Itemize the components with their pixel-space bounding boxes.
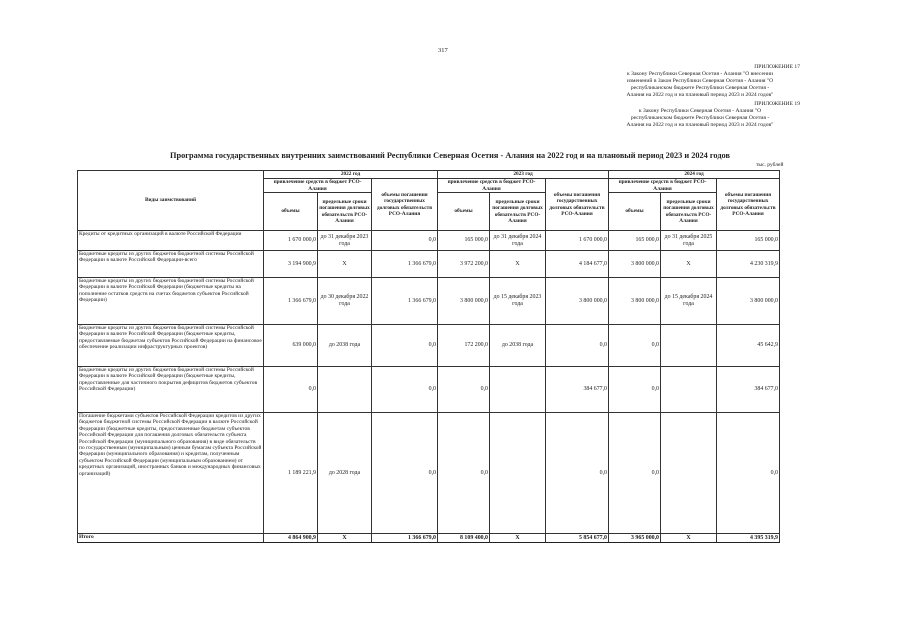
cell-2022-repay: 1 366 679,0 xyxy=(372,251,438,278)
cell-2023-volume: 0,0 xyxy=(438,367,490,413)
table-row xyxy=(78,251,780,278)
repay-header: объемы погашения государственных долговых обязательств РСО-Алания xyxy=(546,179,609,231)
cell-2023-volume: 3 972 200,0 xyxy=(438,251,490,278)
cell-2024-term: до 15 декабря 2024 года xyxy=(661,278,717,325)
total-2024-term: X xyxy=(661,534,717,543)
cell-2023-term: до 15 декабря 2023 года xyxy=(490,278,546,325)
cell-2022-volume: 3 194 900,9 xyxy=(264,251,318,278)
table-row xyxy=(78,413,780,534)
table-row xyxy=(78,367,780,413)
cell-2024-volume: 3 800 000,0 xyxy=(609,251,661,278)
attract-header: привлечение средств в бюджет РСО-Алания xyxy=(609,179,717,193)
cell-2022-term: до 2038 года xyxy=(318,325,372,367)
volumes-header: объемы xyxy=(438,193,490,231)
cell-2022-volume: 1 189 221,9 xyxy=(264,413,318,534)
appendix-17-line: республиканском бюджете Республики Северная Осетия - xyxy=(630,84,770,91)
cell-2023-term xyxy=(490,367,546,413)
year-header-2023: 2023 год xyxy=(438,171,609,179)
cell-2024-term xyxy=(661,367,717,413)
appendix-17-heading: ПРИЛОЖЕНИЕ 17 xyxy=(754,64,800,70)
terms-header: предельные сроки погашения долговых обязательств РСО-Алания xyxy=(661,193,717,231)
cell-2022-repay: 0,0 xyxy=(372,325,438,367)
cell-2024-term: до 31 декабря 2025 года xyxy=(661,231,717,251)
cell-2022-volume: 0,0 xyxy=(264,367,318,413)
units-label: тыс. рублей xyxy=(756,162,784,168)
cell-2023-repay: 0,0 xyxy=(546,413,609,534)
cell-2023-volume: 172 200,0 xyxy=(438,325,490,367)
row-label: Бюджетные кредиты из других бюджетов бюджетной системы Российской Федерации в валюте Российской Федерации-всего xyxy=(78,251,264,278)
attract-header: привлечение средств в бюджет РСО-Алания xyxy=(264,179,372,193)
total-2024-volume: 3 965 000,0 xyxy=(609,534,661,543)
cell-2024-term xyxy=(661,413,717,534)
row-label: Бюджетные кредиты из других бюджетов бюджетной системы Российской Федерации в валюте Российской Федерации (бюджетные кредиты на пополнение остатков средств на счетах бюджетов субъектов Российской Федерации) xyxy=(78,278,264,325)
cell-2023-term: до 2038 года xyxy=(490,325,546,367)
cell-2024-repay: 165 000,0 xyxy=(717,231,780,251)
borrowing-table xyxy=(77,170,780,543)
col-header-kind: Виды заимствований xyxy=(78,171,264,231)
cell-2023-term: до 31 декабря 2024 года xyxy=(490,231,546,251)
repay-header: объемы погашения государственных долговых обязательств РСО-Алания xyxy=(717,179,780,231)
cell-2023-term xyxy=(490,413,546,534)
cell-2023-repay: 1 670 000,0 xyxy=(546,231,609,251)
cell-2024-term: X xyxy=(661,251,717,278)
cell-2022-repay: 1 366 679,0 xyxy=(372,278,438,325)
cell-2024-volume: 0,0 xyxy=(609,413,661,534)
cell-2024-repay: 0,0 xyxy=(717,413,780,534)
row-label: Бюджетные кредиты из других бюджетов бюджетной системы Российской Федерации в валюте Российской Федерации (бюджетные кредиты, предоставленные для частичного покрытия дефицитов бюджетов субъектов Российской Федерации) xyxy=(78,367,264,413)
cell-2024-repay: 384 677,0 xyxy=(717,367,780,413)
cell-2023-volume: 3 800 000,0 xyxy=(438,278,490,325)
total-2023-volume: 8 109 400,0 xyxy=(438,534,490,543)
cell-2022-volume: 1 670 000,0 xyxy=(264,231,318,251)
appendix-19-line: республиканском бюджете Республики Северная Осетия - xyxy=(630,114,770,121)
terms-header: предельные сроки погашения долговых обязательств РСО-Алания xyxy=(490,193,546,231)
row-label: Кредиты от кредитных организаций в валюте Российской Федерации xyxy=(78,231,264,251)
appendix-17-line: изменений в Закон Республики Северная Осетия - Алания "О xyxy=(626,77,774,84)
appendix-19-line: Алания на 2022 год и на плановый период 2023 и 2024 годов" xyxy=(626,121,774,128)
page-number: 317 xyxy=(438,47,448,54)
cell-2023-repay: 4 184 677,0 xyxy=(546,251,609,278)
total-2022-volume: 4 864 900,9 xyxy=(264,534,318,543)
cell-2024-term xyxy=(661,325,717,367)
total-2023-repay: 5 854 677,0 xyxy=(546,534,609,543)
total-2022-repay: 1 366 679,0 xyxy=(372,534,438,543)
attract-header: привлечение средств в бюджет РСО-Алания xyxy=(438,179,546,193)
cell-2023-volume: 165 000,0 xyxy=(438,231,490,251)
cell-2024-volume: 0,0 xyxy=(609,367,661,413)
appendix-17-line: к Закону Республики Северная Осетия - Алания "О внесении xyxy=(627,70,773,77)
table-row xyxy=(78,231,780,251)
total-row xyxy=(78,534,780,543)
cell-2024-repay: 3 800 000,0 xyxy=(717,278,780,325)
cell-2023-repay: 0,0 xyxy=(546,325,609,367)
terms-header: предельные сроки погашения долговых обязательств РСО-Алания xyxy=(318,193,372,231)
repay-header: объемы погашения государственных долговых обязательств РСО-Алания xyxy=(372,179,438,231)
cell-2024-repay: 45 642,9 xyxy=(717,325,780,367)
volumes-header: объемы xyxy=(609,193,661,231)
year-header-2024: 2024 год xyxy=(609,171,780,179)
total-2022-term: X xyxy=(318,534,372,543)
appendix-19-heading: ПРИЛОЖЕНИЕ 19 xyxy=(754,101,800,107)
cell-2023-volume: 0,0 xyxy=(438,413,490,534)
appendix-19-block xyxy=(600,101,800,129)
cell-2022-volume: 1 366 679,0 xyxy=(264,278,318,325)
document-title: Программа государственных внутренних заимствований Республики Северная Осетия - Алания на 2022 год и на плановый период 2023 и 2024 годов xyxy=(170,151,730,160)
cell-2022-term: до 2028 года xyxy=(318,413,372,534)
cell-2023-repay: 384 677,0 xyxy=(546,367,609,413)
table-row xyxy=(78,325,780,367)
cell-2023-repay: 3 800 000,0 xyxy=(546,278,609,325)
total-2023-term: X xyxy=(490,534,546,543)
cell-2022-term: X xyxy=(318,251,372,278)
appendix-19-line: к Закону Республики Северная Осетия - Алания "О xyxy=(638,107,762,114)
cell-2022-repay: 0,0 xyxy=(372,413,438,534)
cell-2022-repay: 0,0 xyxy=(372,367,438,413)
cell-2022-term xyxy=(318,367,372,413)
table-row xyxy=(78,278,780,325)
total-label: Итого xyxy=(78,534,264,543)
row-label: Бюджетные кредиты из других бюджетов бюджетной системы Российской Федерации в валюте Российской Федерации (бюджетные кредиты, предоставляемые бюджетам субъектов Российской Федерации на финансовое обеспечение реализации инфраструктурных проектов) xyxy=(78,325,264,367)
appendix-17-block xyxy=(600,64,800,99)
volumes-header: объемы xyxy=(264,193,318,231)
cell-2024-volume: 3 800 000,0 xyxy=(609,278,661,325)
cell-2024-repay: 4 230 319,9 xyxy=(717,251,780,278)
cell-2024-volume: 0,0 xyxy=(609,325,661,367)
appendix-17-line: Алания на 2022 год и на плановый период 2023 и 2024 годов" xyxy=(626,91,774,98)
cell-2022-volume: 639 000,0 xyxy=(264,325,318,367)
cell-2022-term: до 31 декабря 2023 года xyxy=(318,231,372,251)
year-header-2022: 2022 год xyxy=(264,171,438,179)
cell-2022-term: до 30 декабря 2022 года xyxy=(318,278,372,325)
cell-2022-repay: 0,0 xyxy=(372,231,438,251)
total-2024-repay: 4 395 319,9 xyxy=(717,534,780,543)
row-label: Погашение бюджетами субъектов Российской Федерации кредитов из других бюджетов бюджетной системы Российской Федерации в валюте Российской Федерации (бюджетные кредиты, предоставленные бюджетам субъектов Российской Федерации для погашения долговых обязательств субъекта Российской Федерации (муниципального образования) в виде обязательств по государственным (муниципальным) ценным бумагам субъекта Российской Федерации (муниципального образования) и кредитам, полученным субъектом Российской Федерации (муниципальным образованием) от кредитных организаций, иностранных банков и международных финансовых организаций) xyxy=(78,413,264,534)
cell-2023-term: X xyxy=(490,251,546,278)
cell-2024-volume: 165 000,0 xyxy=(609,231,661,251)
